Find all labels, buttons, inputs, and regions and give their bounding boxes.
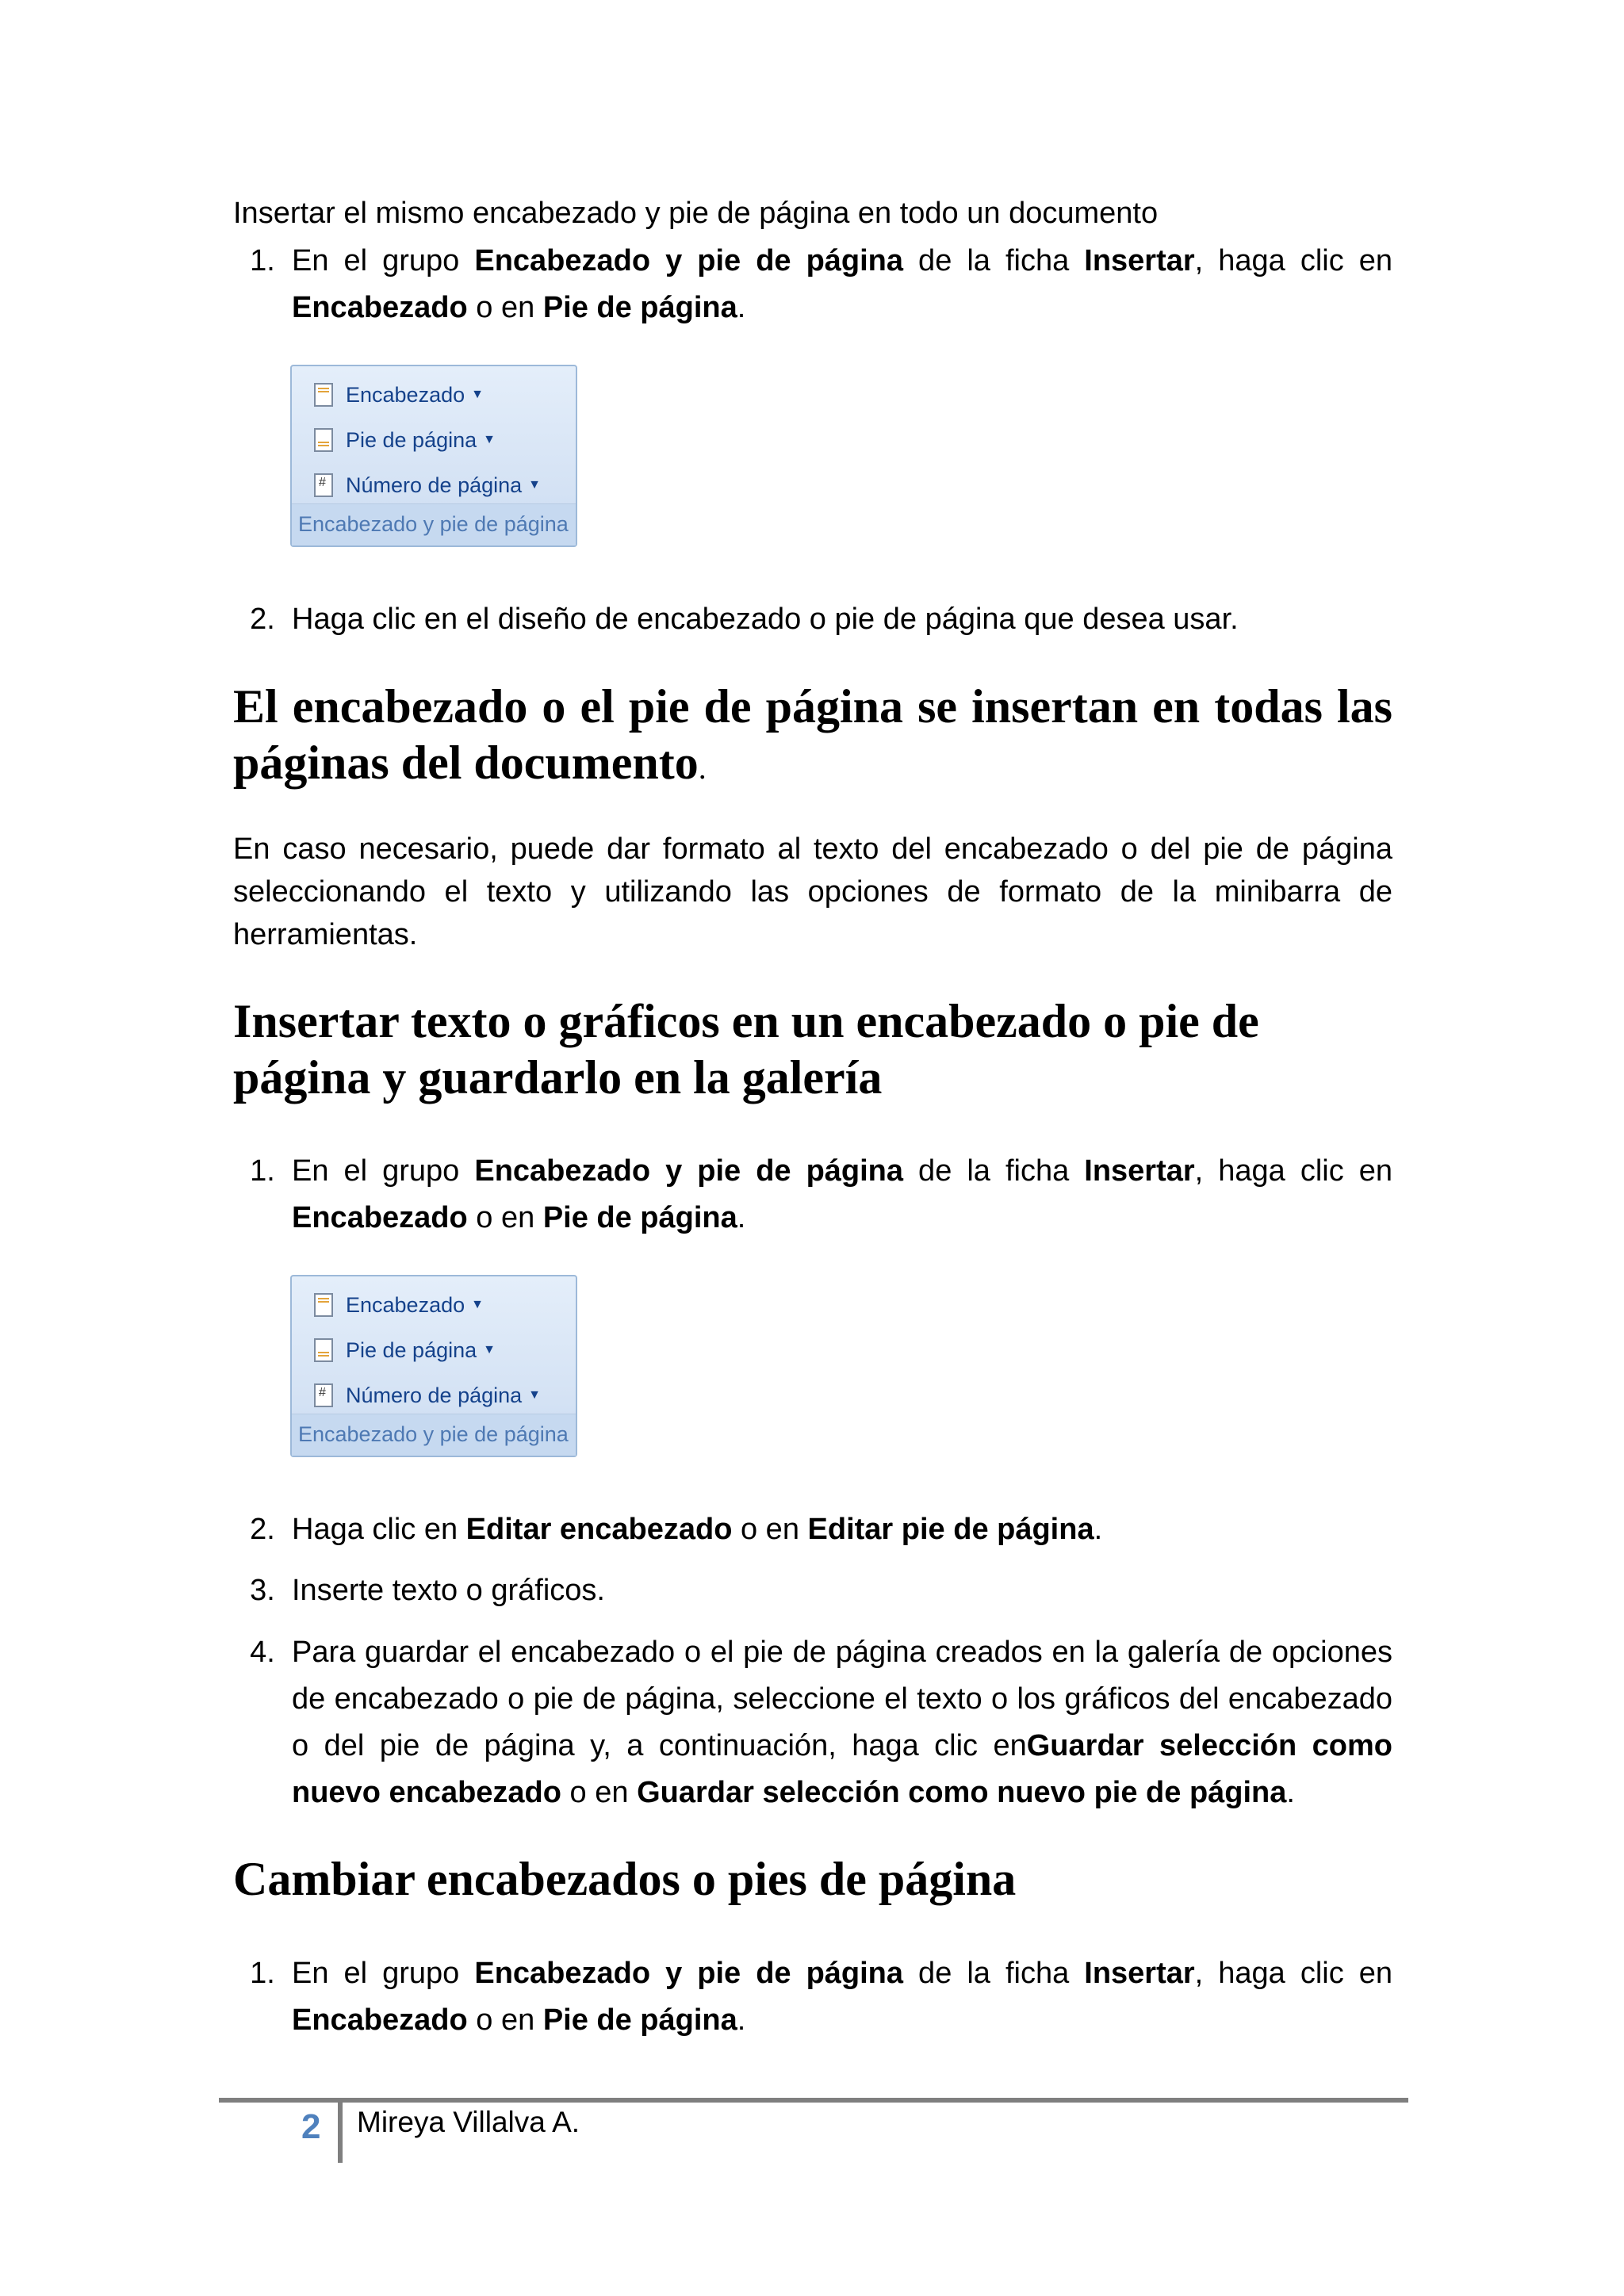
ribbon-button-pie[interactable] <box>314 1333 496 1368</box>
chevron-down-icon: ▼ <box>483 1343 496 1357</box>
section-heading-3: Cambiar encabezados o pies de página <box>233 1853 1017 1905</box>
list-text: Haga clic en Editar encabezado o en Editar pie de página. <box>292 1513 1103 1546</box>
ribbon-button-label: Número de página <box>346 473 523 497</box>
list-text: En el grupo Encabezado y pie de página de la ficha Insertar, haga clic en Encabezado o en Pie de página. <box>292 1154 1393 1234</box>
ribbon-group-label: Encabezado y pie de página <box>292 1414 576 1456</box>
page-number-icon <box>314 1383 333 1407</box>
section-heading-2: Insertar texto o gráficos en un encabezado o pie de página y guardarlo en la galería <box>233 995 1259 1104</box>
ribbon-button-numero[interactable] <box>314 468 541 503</box>
intro-title: Insertar el mismo encabezado y pie de página en todo un documento <box>233 197 1159 230</box>
list-number: 3. <box>250 1574 275 1607</box>
chevron-down-icon: ▼ <box>471 1298 484 1311</box>
footer-icon <box>314 428 333 452</box>
chevron-down-icon: ▼ <box>528 1388 541 1402</box>
list-text: En el grupo Encabezado y pie de página de la ficha Insertar, haga clic en Encabezado o en Pie de página. <box>292 1957 1393 2037</box>
ribbon-button-label: Número de página <box>346 1383 523 1407</box>
page-number: 2 <box>301 2107 321 2146</box>
ribbon-group-label: Encabezado y pie de página <box>292 503 576 545</box>
ribbon-group-screenshot <box>290 1275 577 1457</box>
ribbon-group-screenshot <box>290 365 577 547</box>
ribbon-button-encabezado[interactable] <box>314 377 484 412</box>
header-icon <box>314 383 333 407</box>
chevron-down-icon: ▼ <box>471 388 484 401</box>
ribbon-button-label: Encabezado <box>346 382 465 407</box>
list-item-step-2 <box>233 1506 1392 1553</box>
list-text: En el grupo Encabezado y pie de página de la ficha Insertar, haga clic en Encabezado o en Pie de página. <box>292 244 1393 324</box>
header-icon <box>314 1293 333 1317</box>
footer-divider <box>338 2103 343 2163</box>
list-number: 1. <box>250 1957 275 1990</box>
list-text: Para guardar el encabezado o el pie de página creados en la galería de opciones de encabezado o pie de página, seleccione el texto o los gráficos del encabezado o del pie de página y, a continuación, haga clic enGuardar selección como nuevo encabezado o en Guardar selección como nuevo pie de página. <box>292 1636 1392 1809</box>
list-item-step-1 <box>233 1148 1392 1242</box>
list-text: Inserte texto o gráficos. <box>292 1574 605 1607</box>
page-number-icon <box>314 473 333 497</box>
ribbon-button-pie[interactable] <box>314 423 496 457</box>
chevron-down-icon: ▼ <box>483 433 496 446</box>
list-number: 4. <box>250 1636 275 1669</box>
chevron-down-icon: ▼ <box>528 478 541 492</box>
ribbon-button-label: Pie de página <box>346 427 477 452</box>
ribbon-button-numero[interactable] <box>314 1378 541 1413</box>
list-number: 2. <box>250 603 275 636</box>
list-item-step-2 <box>233 596 1392 643</box>
ribbon-button-label: Pie de página <box>346 1337 477 1362</box>
list-item-step-1 <box>233 1950 1392 2044</box>
list-number: 1. <box>250 1154 275 1188</box>
list-item-step-3 <box>233 1567 1392 1614</box>
footer-icon <box>314 1338 333 1362</box>
list-item-step-4 <box>233 1629 1392 1816</box>
footer-author: Mireya Villalva A. <box>357 2106 580 2138</box>
list-number: 2. <box>250 1513 275 1546</box>
section-heading-1: El encabezado o el pie de página se insertan en todas las páginas del documento. <box>233 680 1392 789</box>
list-item-step-1 <box>233 238 1392 331</box>
list-text: Haga clic en el diseño de encabezado o pie de página que desea usar. <box>292 603 1239 636</box>
list-number: 1. <box>250 244 275 277</box>
paragraph-format: En caso necesario, puede dar formato al texto del encabezado o del pie de página seleccionando el texto y utilizando las opciones de formato de la minibarra de herramientas. <box>233 832 1392 951</box>
ribbon-button-encabezado[interactable] <box>314 1288 484 1322</box>
ribbon-button-label: Encabezado <box>346 1292 465 1317</box>
